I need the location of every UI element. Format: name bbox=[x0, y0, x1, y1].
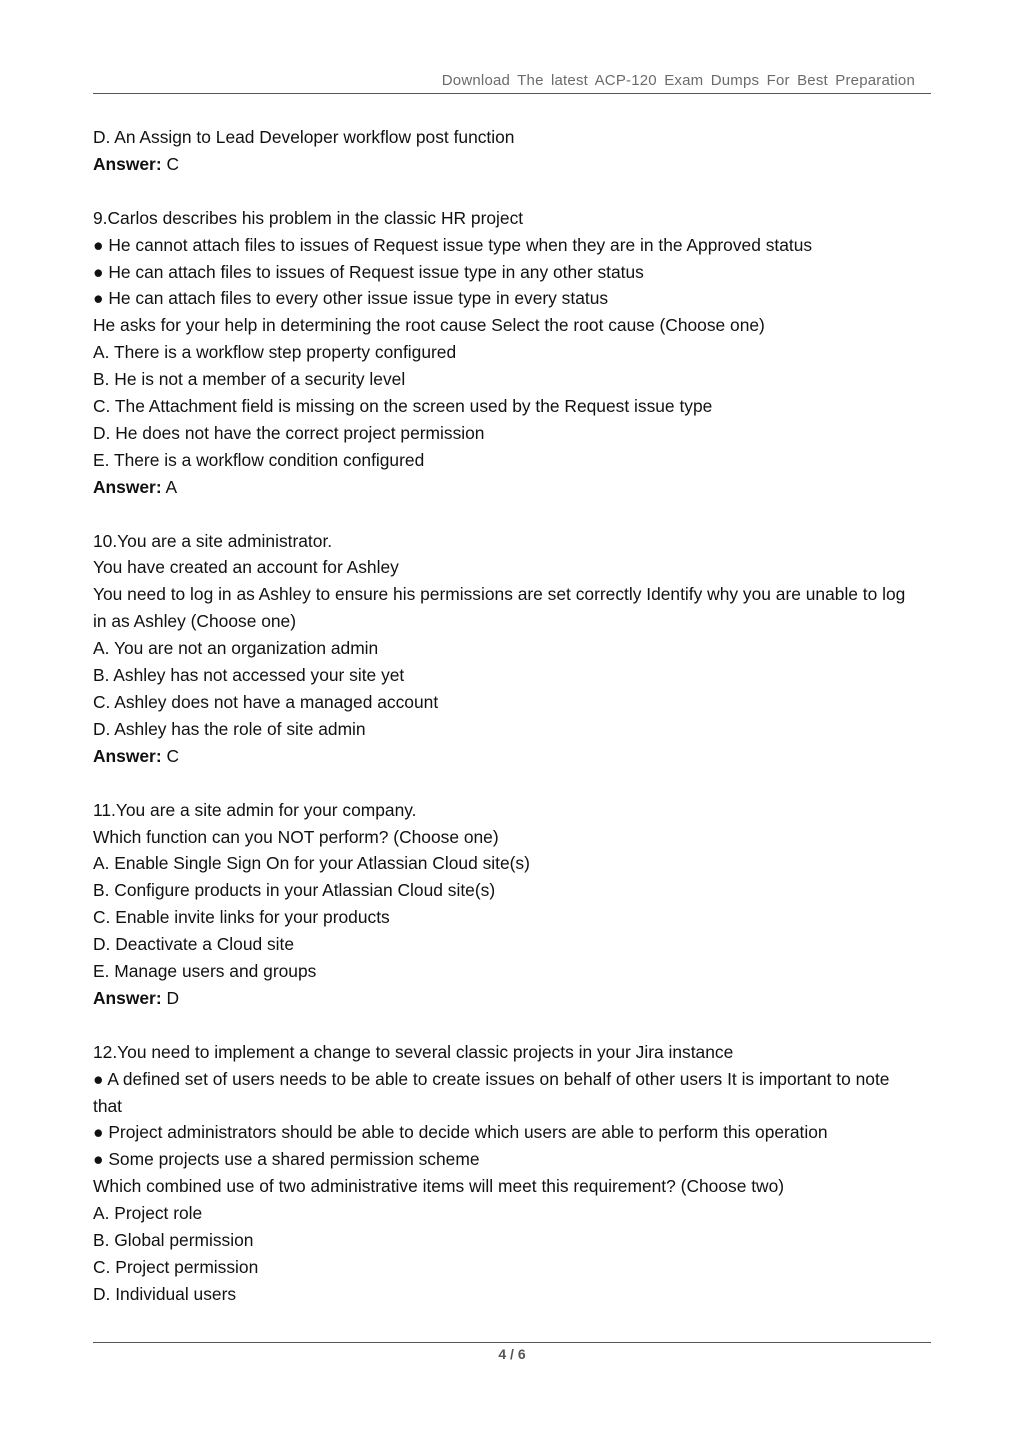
option-b: B. He is not a member of a security level bbox=[93, 369, 406, 390]
answer-value: A bbox=[161, 476, 178, 497]
question-prompt: You need to log in as Ashley to ensure his permissions are set correctly Identify why you are unable to log bbox=[93, 584, 906, 605]
option-c: C. The Attachment field is missing on the screen used by the Request issue type bbox=[93, 396, 713, 417]
header-divider bbox=[93, 93, 931, 94]
question-prompt-cont: in as Ashley (Choose one) bbox=[93, 611, 297, 632]
bullet-item: ● Some projects use a shared permission scheme bbox=[93, 1149, 480, 1170]
question-stem: 9.Carlos describes his problem in the classic HR project bbox=[93, 207, 524, 228]
bullet-item: ● A defined set of users needs to be able to create issues on behalf of other users It is important to note bbox=[93, 1068, 890, 1089]
document-body bbox=[93, 124, 933, 1308]
answer-line bbox=[93, 474, 933, 501]
answer-label: Answer: bbox=[93, 987, 162, 1008]
question-prompt: Which function can you NOT perform? (Choose one) bbox=[93, 826, 499, 847]
bullet-item: ● He can attach files to every other issue issue type in every status bbox=[93, 288, 609, 309]
question-prompt: Which combined use of two administrative items will meet this requirement? (Choose two) bbox=[93, 1176, 785, 1197]
question-stem: 11.You are a site admin for your company. bbox=[93, 799, 417, 820]
question-11 bbox=[93, 797, 933, 1012]
bullet-item-cont: that bbox=[93, 1095, 123, 1116]
bullet-item: ● Project administrators should be able to decide which users are able to perform this operation bbox=[93, 1122, 828, 1143]
bullet-item: ● He cannot attach files to issues of Request issue type when they are in the Approved status bbox=[93, 234, 813, 255]
option-b: B. Ashley has not accessed your site yet bbox=[93, 665, 405, 686]
page-number: 4 / 6 bbox=[498, 1346, 526, 1362]
option-c: C. Ashley does not have a managed account bbox=[93, 692, 439, 712]
prev-question-tail bbox=[93, 124, 933, 178]
question-prompt: He asks for your help in determining the root cause Select the root cause (Choose one) bbox=[93, 315, 765, 336]
answer-value: D bbox=[161, 987, 180, 1008]
answer-line bbox=[93, 151, 933, 178]
option-d: D. He does not have the correct project permission bbox=[93, 422, 485, 443]
option-e: E. Manage users and groups bbox=[93, 961, 317, 982]
answer-line bbox=[93, 743, 933, 770]
question-12 bbox=[93, 1039, 933, 1308]
question-stem: 10.You are a site administrator. bbox=[93, 530, 333, 551]
option-a: A. Project role bbox=[93, 1203, 203, 1224]
answer-label: Answer: bbox=[93, 745, 162, 766]
option-b: B. Configure products in your Atlassian Cloud site(s) bbox=[93, 880, 496, 901]
answer-value: C bbox=[161, 745, 180, 766]
option-d: D. Ashley has the role of site admin bbox=[93, 718, 366, 739]
option-a: A. There is a workflow step property configured bbox=[93, 342, 457, 363]
option-d: D. Deactivate a Cloud site bbox=[93, 934, 295, 955]
bullet-item: ● He can attach files to issues of Request issue type in any other status bbox=[93, 261, 644, 282]
question-10 bbox=[93, 528, 933, 770]
option-b: B. Global permission bbox=[93, 1230, 254, 1251]
option-e: E. There is a workflow condition configured bbox=[93, 449, 425, 470]
option-c: C. Project permission bbox=[93, 1257, 259, 1277]
question-text: You have created an account for Ashley bbox=[93, 557, 399, 578]
answer-line bbox=[93, 985, 933, 1012]
question-9 bbox=[93, 205, 933, 501]
answer-value: C bbox=[161, 153, 180, 174]
answer-label: Answer: bbox=[93, 153, 162, 174]
question-stem: 12.You need to implement a change to several classic projects in your Jira instance bbox=[93, 1041, 734, 1062]
page-header-text: Download The latest ACP-120 Exam Dumps For Best Preparation bbox=[441, 72, 915, 89]
option-d: D. Individual users bbox=[93, 1283, 237, 1304]
question-line: D. An Assign to Lead Developer workflow post function bbox=[93, 127, 515, 147]
option-c: C. Enable invite links for your products bbox=[93, 907, 390, 928]
option-a: A. You are not an organization admin bbox=[93, 638, 379, 659]
option-a: A. Enable Single Sign On for your Atlassian Cloud site(s) bbox=[93, 853, 530, 874]
answer-label: Answer: bbox=[93, 476, 162, 497]
footer-divider bbox=[93, 1342, 931, 1343]
